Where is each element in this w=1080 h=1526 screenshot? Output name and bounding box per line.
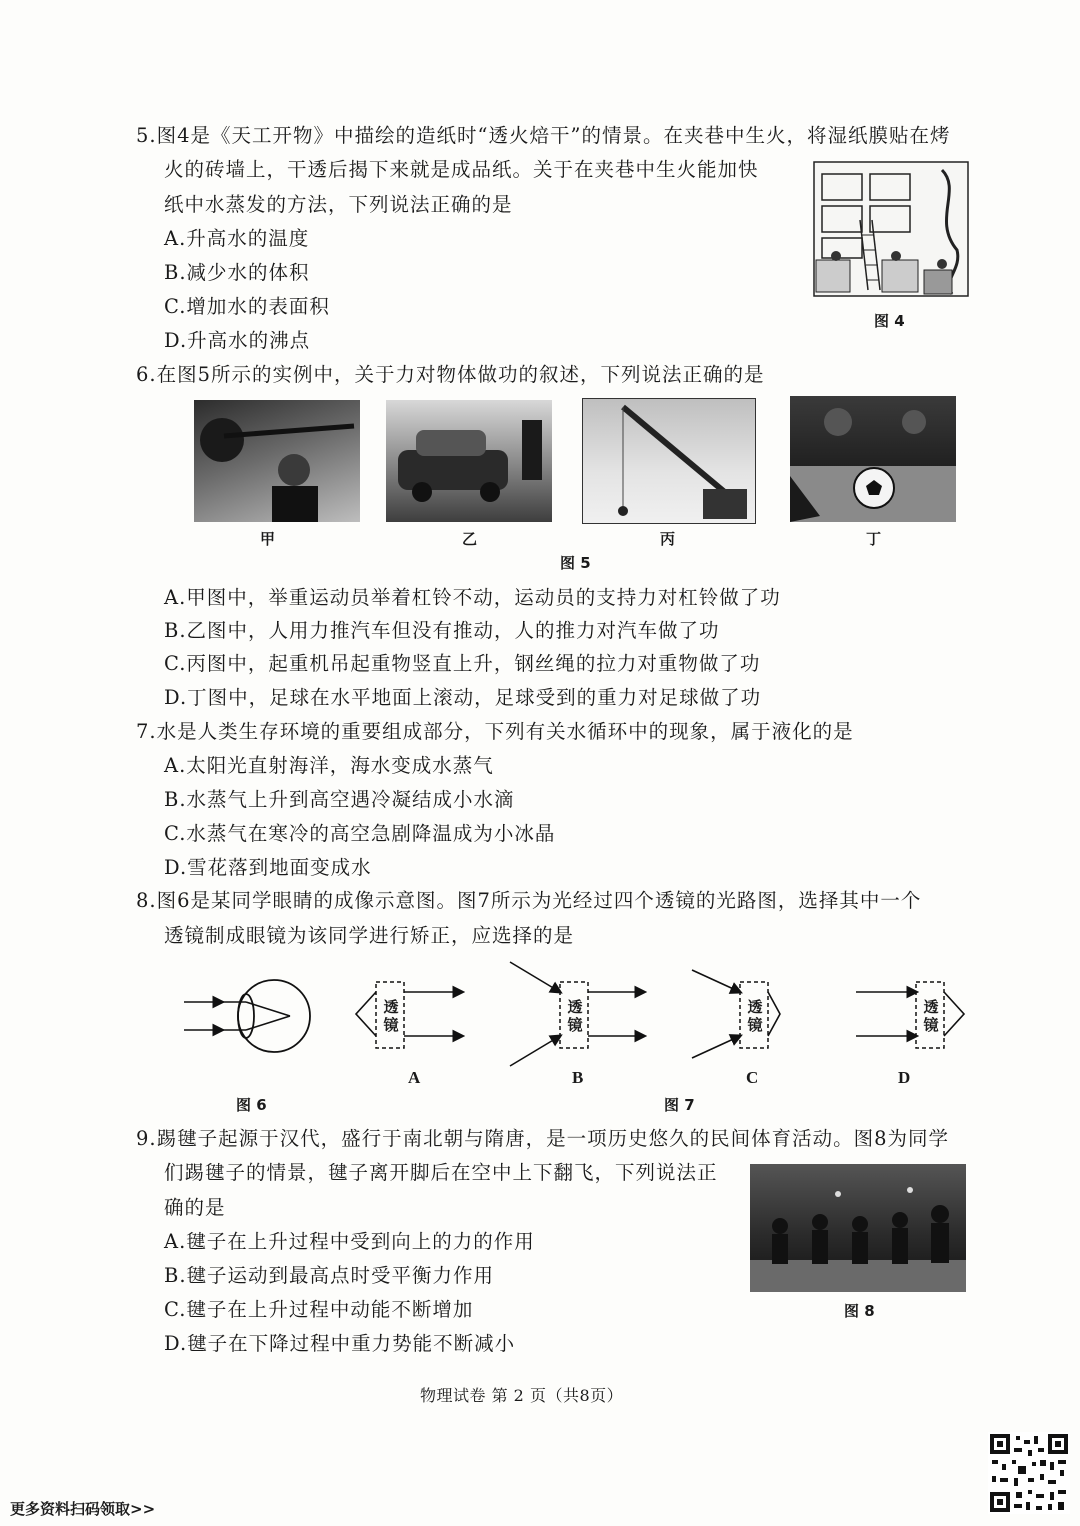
- q8-stem-line1: 8.图6是某同学眼睛的成像示意图。图7所示为光经过四个透镜的光路图，选择其中一个: [136, 889, 922, 912]
- q5-option-a: A.升高水的温度: [164, 227, 310, 250]
- photo-soccer-ball: [790, 396, 956, 522]
- q6-stem-line1: 6.在图5所示的实例中，关于力对物体做功的叙述，下列说法正确的是: [136, 363, 765, 386]
- photo-shuttlecock-kicking: [750, 1164, 966, 1292]
- q9-option-c: C.毽子在上升过程中动能不断增加: [164, 1298, 474, 1321]
- lens-diagram-d: [856, 982, 964, 1048]
- photo-push-car: [386, 400, 552, 522]
- q8-stem-line2: 透镜制成眼镜为该同学进行矫正，应选择的是: [164, 924, 575, 947]
- figure-4-illustration: [812, 160, 970, 298]
- lens-text-b: 透镜: [567, 998, 583, 1034]
- label-bing: 丙: [660, 530, 676, 548]
- figure-7-caption: 图 7: [664, 1096, 695, 1114]
- lens-label-c: C: [746, 1068, 759, 1087]
- q6-option-c: C.丙图中，起重机吊起重物竖直上升，钢丝绳的拉力对重物做了功: [164, 652, 761, 675]
- lens-text-a: 透镜: [383, 998, 399, 1034]
- q5-option-d: D.升高水的沸点: [164, 329, 311, 352]
- q7-option-d: D.雪花落到地面变成水: [164, 856, 372, 879]
- figure-6-caption: 图 6: [236, 1096, 267, 1114]
- q5-stem-line2: 火的砖墙上，干透后揭下来就是成品纸。关于在夹巷中生火能加快: [164, 158, 759, 181]
- lens-diagram-a: [356, 982, 462, 1048]
- page-footer: 物理试卷 第 2 页（共8页）: [420, 1386, 624, 1405]
- q9-stem-line3: 确的是: [164, 1196, 226, 1219]
- label-ding: 丁: [866, 530, 882, 548]
- figure-5-caption: 图 5: [560, 554, 591, 572]
- qr-code-icon[interactable]: [988, 1432, 1070, 1514]
- lens-label-a: A: [408, 1068, 421, 1087]
- q7-stem-line1: 7.水是人类生存环境的重要组成部分，下列有关水循环中的现象，属于液化的是: [136, 720, 854, 743]
- q9-option-a: A.毽子在上升过程中受到向上的力的作用: [164, 1230, 535, 1253]
- q6-option-a: A.甲图中，举重运动员举着杠铃不动，运动员的支持力对杠铃做了功: [164, 586, 781, 609]
- q6-option-b: B.乙图中，人用力推汽车但没有推动，人的推力对汽车做了功: [164, 619, 720, 642]
- q7-option-a: A.太阳光直射海洋，海水变成水蒸气: [164, 754, 494, 777]
- lens-label-d: D: [898, 1068, 911, 1087]
- q9-stem-line2: 们踢毽子的情景，毽子离开脚后在空中上下翻飞，下列说法正: [164, 1161, 718, 1184]
- promo-text[interactable]: 更多资料扫码领取>>: [10, 1500, 156, 1518]
- q5-option-b: B.减少水的体积: [164, 261, 310, 284]
- q9-option-d: D.毽子在下降过程中重力势能不断减小: [164, 1332, 516, 1355]
- figure-6-eye-diagram: [182, 976, 322, 1056]
- lens-text-d: 透镜: [923, 998, 939, 1034]
- q7-option-b: B.水蒸气上升到高空遇冷凝结成小水滴: [164, 788, 515, 811]
- label-yi: 乙: [462, 530, 478, 548]
- q7-option-c: C.水蒸气在寒冷的高空急剧降温成为小冰晶: [164, 822, 556, 845]
- figure-4-caption: 图 4: [874, 312, 905, 330]
- lens-label-b: B: [572, 1068, 584, 1087]
- photo-crane: [582, 398, 756, 524]
- q5-stem-line3: 纸中水蒸发的方法，下列说法正确的是: [164, 193, 513, 216]
- label-jia: 甲: [260, 530, 276, 548]
- q5-stem-line1: 5.图4是《天工开物》中描绘的造纸时“透火焙干”的情景。在夹巷中生火，将湿纸膜贴在烤: [136, 124, 951, 147]
- q9-stem-line1: 9.踢毽子起源于汉代，盛行于南北朝与隋唐，是一项历史悠久的民间体育活动。图8为同学: [136, 1127, 950, 1150]
- q5-option-c: C.增加水的表面积: [164, 295, 330, 318]
- figure-7-lens-diagrams: [346, 958, 976, 1068]
- figure-8-caption: 图 8: [844, 1302, 875, 1320]
- q6-option-d: D.丁图中，足球在水平地面上滚动，足球受到的重力对足球做了功: [164, 686, 762, 709]
- lens-text-c: 透镜: [747, 998, 763, 1034]
- photo-weightlifter: [194, 400, 360, 522]
- q9-option-b: B.毽子运动到最高点时受平衡力作用: [164, 1264, 495, 1287]
